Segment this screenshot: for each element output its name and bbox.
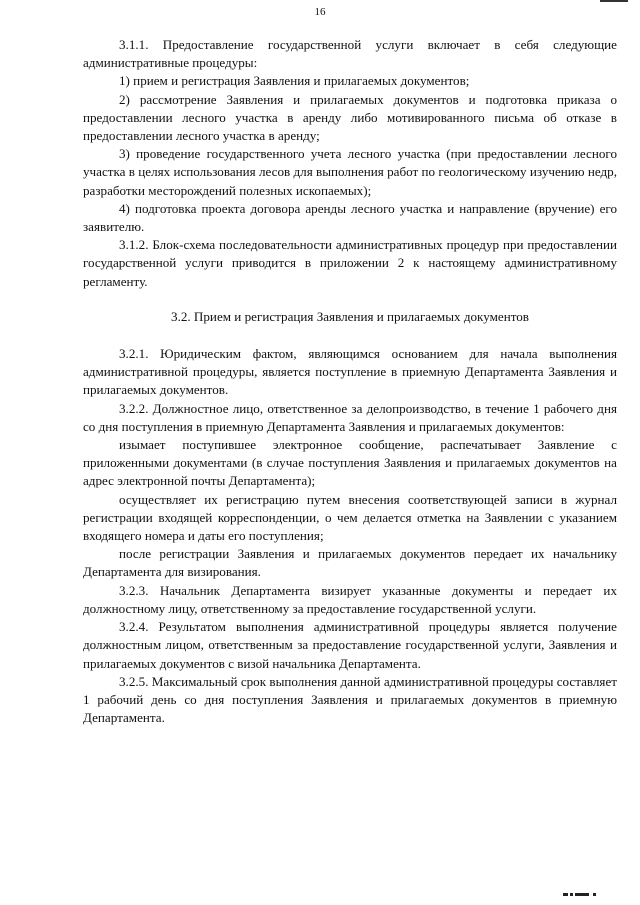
paragraph: 3.1.2. Блок-схема последовательности административных процедур при предоставлении государственной услуги приводится в приложении 2 к настоящему административному регламенту. bbox=[83, 237, 617, 289]
paragraph: 3.2.4. Результатом выполнения административной процедуры является получение должностным лицом, ответственным за предоставление государственной услуги, Заявления и прилагаемых документов с визой начальника Департамента. bbox=[83, 619, 617, 671]
section-heading: 3.2. Прием и регистрация Заявления и прилагаемых документов bbox=[171, 308, 529, 324]
paragraph: 3.2.5. Максимальный срок выполнения данной административной процедуры составляет 1 рабочий день со дня поступления Заявления и прилагаемых документов в приемную Департамента. bbox=[83, 673, 617, 726]
paragraph: 3.2.2. Должностное лицо, ответственное за делопроизводство, в течение 1 рабочего дня со дня поступления в приемную Департамента Заявления и прилагаемых документов: bbox=[83, 400, 617, 434]
document-body bbox=[83, 36, 617, 727]
page-number: 16 bbox=[314, 6, 326, 18]
paragraph: после регистрации Заявления и прилагаемых документов передает их начальнику Департамента для визирования. bbox=[83, 546, 617, 580]
paragraph: 3.1.1. Предоставление государственной услуги включает в себя следующие административные процедуры: bbox=[83, 37, 617, 71]
list-item: 3) проведение государственного учета лесного участка (при предоставлении лесного участка в целях использования лесов для выполнения работ по геологическому изучению недр, разработки месторождений полезных ископаемых); bbox=[83, 146, 617, 198]
paragraph: 3.2.1. Юридическим фактом, являющимся основанием для начала выполнения административной процедуры, является поступление в приемную Департамента Заявления и прилагаемых документов. bbox=[83, 346, 617, 398]
paragraph: осуществляет их регистрацию путем внесения соответствующей записи в журнал регистрации входящей корреспонденции, о чем делается отметка на Заявлении с указанием входящего номера и даты его поступления; bbox=[83, 491, 617, 544]
paragraph: 3.2.3. Начальник Департамента визирует указанные документы и передает их должностному лицу, ответственному за предоставление государственной услуги. bbox=[83, 582, 617, 616]
paragraph: изымает поступившее электронное сообщение, распечатывает Заявление с приложенными документами (в случае поступления Заявления и прилагаемых документов на адрес электронной почты Департамента); bbox=[83, 437, 617, 489]
list-item: 1) прием и регистрация Заявления и прилагаемых документов; bbox=[119, 73, 470, 89]
scan-mark-top bbox=[600, 0, 628, 2]
list-item: 4) подготовка проекта договора аренды лесного участка и направление (вручение) его заявителю. bbox=[83, 200, 617, 235]
list-item: 2) рассмотрение Заявления и прилагаемых документов и подготовка приказа о предоставлении лесного участка в аренду либо мотивированного письма об отказе в предоставлении лесного участка в аренду; bbox=[83, 91, 617, 144]
scan-mark-bottom bbox=[563, 893, 603, 896]
